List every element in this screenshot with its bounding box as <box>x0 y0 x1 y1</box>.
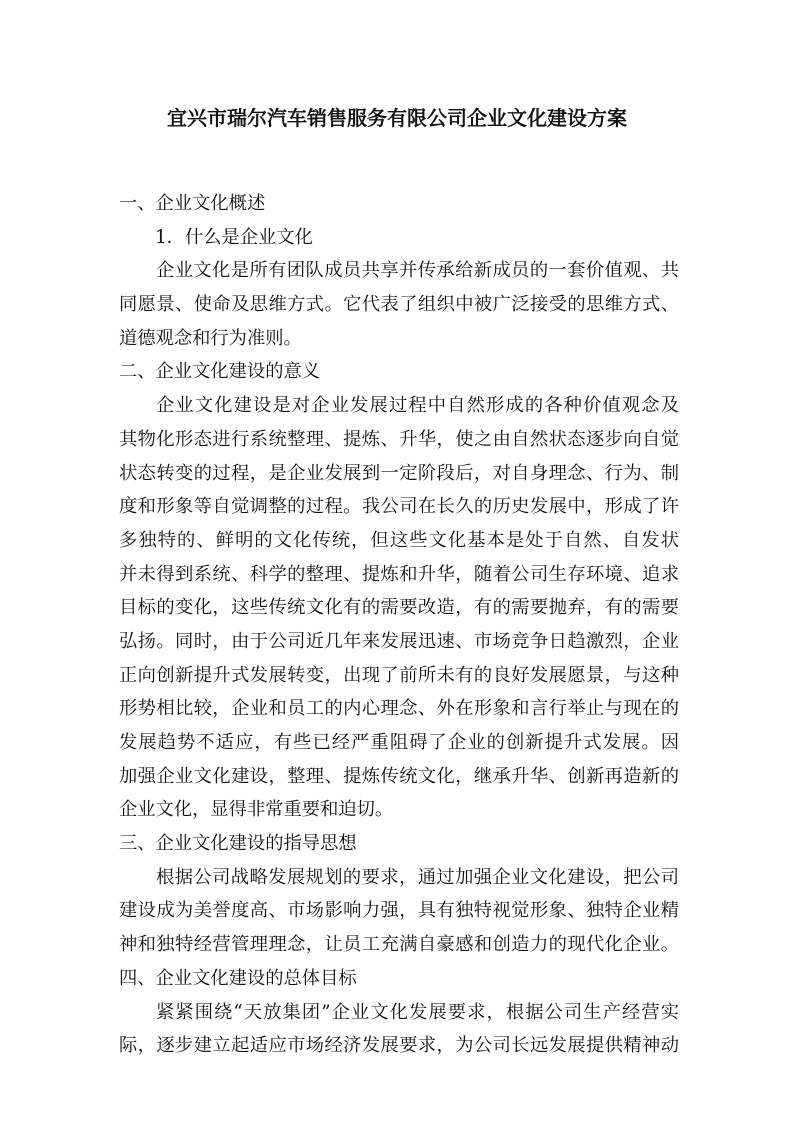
document-title: 宜兴市瑞尔汽车销售服务有限公司企业文化建设方案 <box>167 106 627 130</box>
section-heading-1: 一、企业文化概述 <box>119 193 266 214</box>
paragraph-line: 根据公司战略发展规划的要求，通过加强企业文化建设，把公司 <box>156 866 679 888</box>
paragraph-line: 其物化形态进行系统整理、提炼、升华，使之由自然状态逐步向自觉 <box>119 428 679 450</box>
paragraph-line: 神和独特经营管理理念，让员工充满自豪感和创造力的现代化企业。 <box>119 934 679 956</box>
paragraph-line: 目标的变化，这些传统文化有的需要改造，有的需要抛弃，有的需要 <box>119 597 679 619</box>
paragraph-line: 状态转变的过程，是企业发展到一定阶段后，对自身理念、行为、制 <box>119 462 679 484</box>
section-heading-3: 三、企业文化建设的指导思想 <box>119 833 357 855</box>
paragraph-line: 际，逐步建立起适应市场经济发展要求，为公司长远发展提供精神动 <box>119 1035 679 1057</box>
paragraph-line: 道德观念和行为准则。 <box>119 327 302 349</box>
paragraph-line: 发展趋势不适应，有些已经严重阻碍了企业的创新提升式发展。因 <box>119 732 679 753</box>
paragraph-line: 紧紧围绕“天放集团”企业文化发展要求，根据公司生产经营实 <box>156 1001 679 1023</box>
section-heading-4: 四、企业文化建设的总体目标 <box>119 967 357 989</box>
paragraph-line: 并未得到系统、科学的整理、提炼和升华，随着公司生存环境、追求 <box>119 563 679 585</box>
paragraph-line: 同愿景、使命及思维方式。它代表了组织中被广泛接受的思维方式、 <box>119 294 679 316</box>
paragraph-line: 度和形象等自觉调整的过程。我公司在长久的历史发展中，形成了许 <box>119 496 679 518</box>
paragraph-line: 加强企业文化建设，整理、提炼传统文化，继承升华、创新再造新的 <box>119 765 679 787</box>
subsection-heading-1-1: 1．什么是企业文化 <box>155 226 313 248</box>
paragraph-line: 企业文化，显得非常重要和迫切。 <box>119 799 394 821</box>
paragraph-line: 正向创新提升式发展转变，出现了前所未有的良好发展愿景，与这种 <box>119 664 679 686</box>
paragraph-line: 企业文化是所有团队成员共享并传承给新成员的一套价值观、共 <box>156 260 679 282</box>
section-heading-2: 二、企业文化建设的意义 <box>119 361 321 383</box>
paragraph-line: 建设成为美誉度高、市场影响力强，具有独特视觉形象、独特企业精 <box>119 900 679 922</box>
document-body <box>119 187 679 1063</box>
paragraph-line: 弘扬。同时，由于公司近几年来发展迅速、市场竞争日趋激烈，企业 <box>119 630 679 652</box>
paragraph-line: 企业文化建设是对企业发展过程中自然形成的各种价值观念及 <box>156 395 679 417</box>
paragraph-line: 形势相比较，企业和员工的内心理念、外在形象和言行举止与现在的 <box>119 698 679 720</box>
paragraph-line: 多独特的、鲜明的文化传统，但这些文化基本是处于自然、自发状 <box>119 529 679 551</box>
